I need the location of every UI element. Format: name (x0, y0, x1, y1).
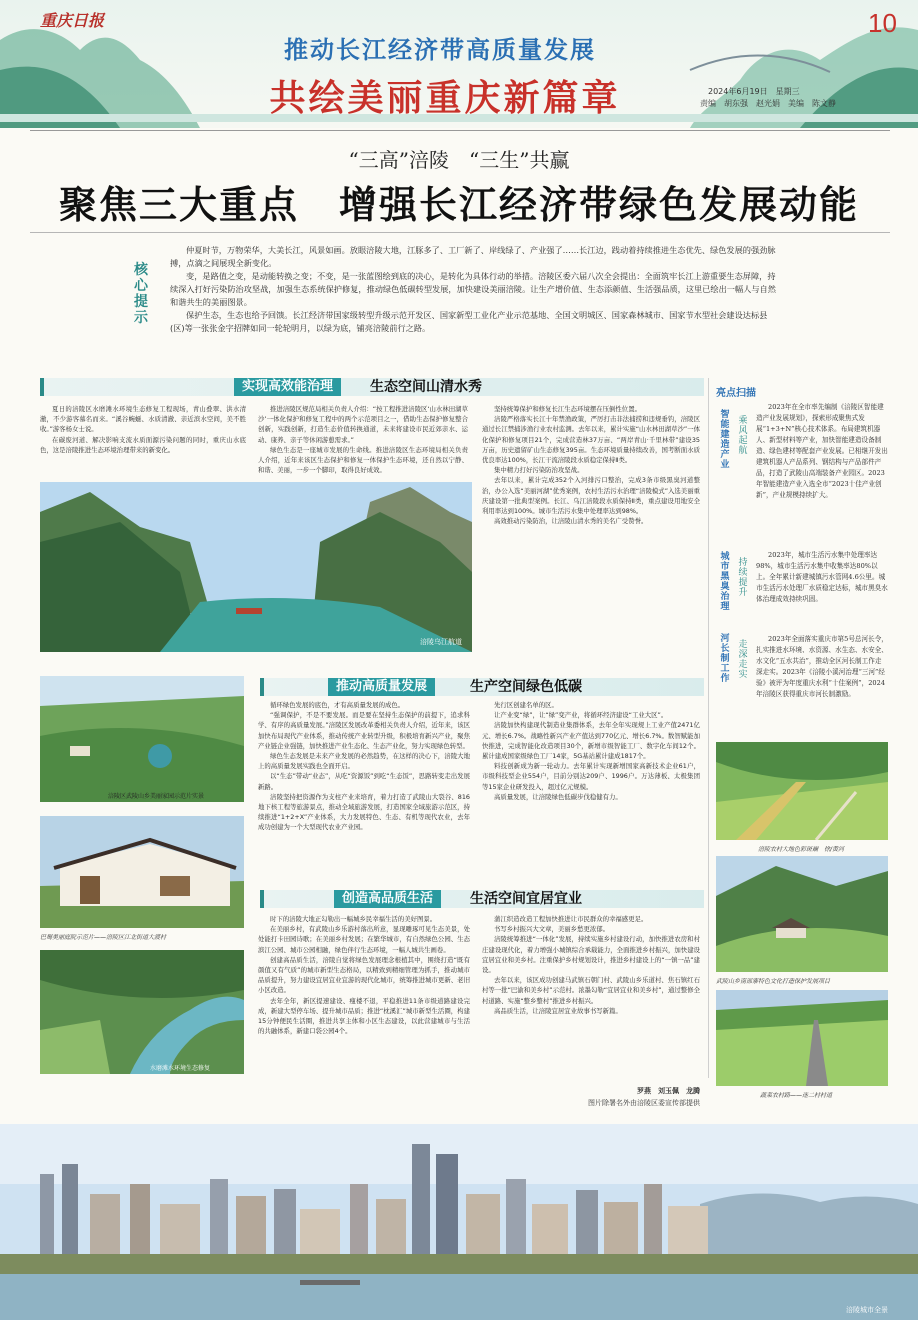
paragraph: 在美丽乡村，有武陵山乡乐游村落出所意，显现雕琢可见生态美景，处处能打卡田园诗歌；在美丽乡村发展；在繁华城市，有自然绿色公园、生态滨江公园、城市公园相融，绿色伴行生态环境，一幅人城共生画卷。 (258, 925, 470, 954)
section1-column-2 (258, 404, 468, 476)
paragraph: 绿色生态发展是未来产业发展的必然趋势，在这样的决心下，涪陵大地上的高质量发展实践也全面开启。 (258, 752, 470, 771)
photo-shuimotan-restoration (40, 950, 244, 1074)
paragraph: 高品质生活，让涪陵宜居宜业故事书写新篇。 (494, 1006, 622, 1015)
paragraph: 以“生态”带动“业态”，从吃“资源饭”到吃“生态饭”，思路转变走出发展新路。 (258, 772, 470, 791)
photo-caption: 武陵山乡南部寨特色文化打造保护发展项目 (716, 978, 831, 985)
paragraph: 涪陵加快构建现代制造业集群体系，去年全年实现规上工业产值2471亿元、增长6.7%。战略性新兴产业产值达到770亿元、增长6.7%。数智赋能加快推进，完成智能化改造项目30个，新增市级智能工厂、数字化车间12个。累计建成国家级绿色工厂14家，5G基站累计建成1817个。 (482, 721, 700, 761)
photo-caption: 涪陵乌江航道 (420, 638, 462, 646)
paragraph: 坚持统筹保护和修复长江生态环境摆在压倒性位置。 (494, 405, 641, 413)
photo-caption: 巴蜀美丽庭院示范片——涪陵区江北街道大渡村 (40, 934, 167, 941)
paragraph: 涪陵坚持把资源作为支柱产业来培育，着力打造了武陵山大裂谷、816地下核工程等旅游景点，推动全域旅游发展，打造国家全域旅游示范区，持续推进“1+2+X”产业体系，大力发展特色、生态、有机等现代农业，去年成功创建为一个大型现代农业产业园。 (258, 792, 470, 832)
sidebar-divider (708, 378, 709, 1078)
section3-column-1 (258, 914, 470, 1096)
sidebar-heading-text: 亮点扫描 (716, 388, 756, 399)
city-skyline-panorama (0, 1124, 918, 1320)
theme-line-1: 推动长江经济带高质量发展 (284, 36, 596, 64)
photo-wujiang-gorge (40, 482, 472, 652)
sidebar-heading (716, 381, 886, 399)
sidebar-item-text (756, 550, 888, 630)
photo-caption: 涪陵城市全景 (846, 1306, 888, 1314)
paragraph: 在碳废河道、解决影响支流水质面源污染问题的同时，重庆山水底色，这是涪陵推进生态环境治理带来的新变化。 (40, 435, 246, 454)
photo-fields (716, 742, 888, 840)
paragraph: 去年以来，该区成功创建马武镇石朝门村、武陵山乡乐道村、焦石镇红石村等一批“巴渝和美乡村”示范村。浓墨勾勒“宜居宜业和美乡村”，通过整修全村道路、实施“整乡整村”推进乡村振兴。 (482, 976, 700, 1005)
paragraph: “强调保护，不是不要发展。而是要在坚持生态保护的前提下，追求科学、有序的高质量发展。”涪陵区发展改革委相关负责人介绍，近年来，该区加快布局现代产业体系，推动传统产业转型升级，积极培育新兴产业，聚焦产业链企业强链，加快推进产业生态化、生态产业化，努力实现绿色转型。 (258, 711, 470, 750)
section-banner-3 (260, 890, 704, 908)
editors-credit: 责编 胡东强 赵光娟 美编 陈文静 (700, 99, 836, 108)
paragraph: 创建高品质生活，涪陵自觉将绿色发展理念根植其中，围绕打造“既有颜值又有气质”的城市新型生态格局，以精致到精细管理为抓手，推动城市品质提升，努力建设宜居宜业宜游的现代化城市，统筹推进城市更新、老旧小区改造。 (258, 955, 470, 995)
paragraph: 高质量发展，让涪陵绿色低碳步伐稳健有力。 (494, 792, 622, 801)
section-keyword: 实现高效能治理 (234, 378, 341, 396)
paragraph: 集中精力打好污染防治攻坚战。 (494, 466, 584, 475)
article-subtitle: “三高”涪陵 “三生”共赢 (348, 148, 570, 172)
section-keyword: 推动高质量发展 (328, 678, 435, 696)
core-prompt-label: 核心提示 (134, 262, 148, 326)
core-paragraph: 变，是路值之变，是动能转换之变；不变，是一张蓝图绘到底的决心，是转化为具体行动的举措。涪陵区委六届八次全会提出：全面筑牢长江上游重要生态屏障，持续深入打好污染防治攻坚战，加强生态系统保护修复，推动绿色低碳转型发展，加快建设美丽涪陵。让生产增价值、生态添颜值、生活强品质，这里已绘出一幅人与自然和谐共生的美丽图景。 (170, 271, 776, 307)
sidebar-tag: 智能建造产业 (720, 410, 730, 470)
section2-column-2 (482, 700, 700, 900)
paragraph: 2023年在全市率先编制《涪陵区智能建造产业发展规划》，探索形成聚焦式发展“1+3+N”核心技术体系。布局建筑机器人、新型材料等产业，加快智能建造设备制造、绿色建材等配套产业发展。已相继开发出建筑机器人产品系列、钢结构与产品部件产品，打造了武陵山高端装备产业园区。2023年智能建造产业入选全市“2023十佳产业创新”，产业规模持续扩大。 (756, 403, 888, 499)
issue-date: 2024年6月19日 星期三 (708, 87, 800, 96)
photo-mountain-village (716, 856, 888, 972)
photo-credit: 图片除署名外由涪陵区委宣传部提供 (588, 1099, 700, 1107)
section-title: 生态空间山清水秀 (370, 379, 482, 395)
paragraph: 2023年，城市生活污水集中处理率达98%，城市生活污水集中收集率达80%以上。全年累计新建城镇污水管网4.6公里。城市生活污水处理厂水质稳定达标，城市黑臭水体治理成效持续巩固。 (756, 551, 888, 603)
newspaper-name: 重庆日报 (40, 11, 105, 30)
paragraph: 推进涪陵区规范局相关负责人介绍：“按工程推进涪陵区‘山水林田湖草沙’一体化保护和修复工程中的两个示范项目之一，借助生态保护修复整合创新，实践创新，打造生态价值转换通道，未来将建设市民近郊亲水、运动、康养、亲子等休闲游憩需求。” (258, 405, 468, 444)
section-title: 生活空间宜居宜业 (470, 891, 582, 907)
photo-country-road (716, 990, 888, 1086)
page-header (0, 0, 918, 128)
section-banner-2 (260, 678, 704, 696)
paragraph: 高效推动污染防治，让涪陵山清水秀的美名广受赞誉。 (494, 517, 648, 526)
sidebar-tag: 河长制工作 (720, 634, 730, 684)
section-title: 生产空间绿色低碳 (470, 679, 582, 695)
core-paragraph: 保护生态，生态也给予回馈。长江经济带国家级转型升级示范开发区、国家新型工业化产业示范基地、全国文明城区、国家森林城市、国家节水型社会建设达标县(区)等一张张金字招牌如同一轮轮明月，以绿为底，铺亮涪陵前行之路。 (170, 310, 768, 333)
paragraph: 循环绿色发展的底色，才有高质量发展的成色。 (270, 701, 405, 709)
core-prompt-text (170, 244, 778, 335)
byline: 罗燕 刘玉佩 龙腾 (637, 1087, 700, 1095)
paragraph: 蒲江织造改造工程加快推进让市民群众的幸福感更足。 (494, 915, 648, 923)
paragraph: 夏日的涪陵区水磨滩水环境生态修复工程现场，青山叠翠、洪水清澈，不少游客慕名而来。“溪谷蜿蜒、水质清澈、亲近滨水空间，美不胜收。”游客杨女士说。 (40, 405, 246, 434)
sidebar-item-text (756, 634, 888, 734)
paragraph: 绿色生态是一座城市发展的生命线。推进涪陵区生态环境局相关负责人介绍，近年来该区生态保护和修复一体保护生态环境，还自然以宁静、和谐、美丽，一步一个脚印，取得良好成效。 (258, 445, 468, 475)
photo-caption: 涪陵区武陵山乡美丽家园示范片实景 (108, 793, 205, 800)
section-banner-1 (40, 378, 704, 396)
section-keyword: 创造高品质生活 (334, 890, 441, 908)
sidebar-subtag: 持续提升 (738, 558, 748, 598)
paragraph: 先行区创建名单的区。 (494, 701, 558, 709)
photo-caption: 涪陵农村大地色彩斑斓 徐/黄河 (758, 846, 845, 853)
sidebar-subtag: 乘风起航 (738, 416, 748, 456)
core-paragraph: 仲夏时节，万物荣华，大美长江，风景如画。放眼涪陵大地，江豚多了、工厂新了、岸线绿了、产业强了……长江边，践动着持续推进生态优先、绿色发展的强劲脉搏，点滴之间展现全新变化。 (170, 245, 776, 268)
section1-column-1 (40, 404, 246, 476)
paragraph: 2023年全面落实重庆市第5号总河长令，扎实推进水环境、水资源、水生态、水安全、水文化“五水共治”，推动全区河长制工作走深走实。2023年《涪陵小溪河治理“三河”经验》被评为年度重庆水利“十佳案例”，2024年涪陵区获得重庆市河长制激励。 (756, 635, 888, 698)
article-title: 聚焦三大重点 增强长江经济带绿色发展动能 (58, 182, 859, 227)
paragraph: 涪陵严格落实长江十年禁渔政策，严厉打击非法捕捞和违规垂钓，涪陵区通过长江禁捕涉渔行业农村监测。去年以来，累计实施“山水林田湖草沙”一体化保护和修复项目21个，完成营造林37万亩、“两岸青山·千里林带”建设35万亩，历史遗留矿山生态修复395亩。生态环境质量持续改善，国考断面水质优良率达100%，长江干流涪陵段水质稳定保持Ⅱ类。 (482, 415, 700, 465)
page-number: 10 (868, 8, 897, 38)
photo-dadu-village (40, 816, 244, 928)
photo-wulingshan-village (40, 676, 244, 802)
paragraph: 去年全年，新区提速建设、瘦楼不退，平稳推进11条市级道路建设完成，新建大型停车场、提升城市品质；推进“枕溪汇”城市新型生活圈，构建15分钟便民生活圈，推进共享主体和小区生态建设，以此营建城市与生活的共融体系，新建口袋公园4个。 (258, 996, 470, 1036)
paragraph: 时下的涪陵大地正勾勒出一幅城乡民幸福生活的美好图景。 (270, 915, 437, 923)
paragraph: 涪陵统筹推进“一体化”发展，持续实施乡村建设行动，加快推进农房和村庄建设现代化，着力增强小城镇综合承载能力，全面推进乡村振兴，加快建设宜居宜业和美乡村。注重保护乡村规划设计，推进乡村建设上的“一镇一品”建设。 (482, 935, 700, 975)
theme-line-2: 共绘美丽重庆新篇章 (269, 77, 621, 119)
section2-column-1 (258, 700, 470, 900)
section3-column-2 (482, 914, 700, 1084)
divider (30, 130, 890, 131)
sidebar-tag: 城市黑臭治理 (720, 552, 730, 612)
paragraph: 让产业变“绿”，让“绿”变产业，将循环经济建设“工业大区”。 (494, 711, 668, 720)
photo-caption: 水磨滩水环境生态修复 (150, 1065, 211, 1072)
paragraph: 去年以来，累计完成352个入河排污口整治，完成3条市级黑臭河道整治，办公入选“美丽河湖”优秀案例，农村生活污水治理“涪陵模式”入选美丽重庆建设第一批典型案例。长江、乌江涪陵段水质保持Ⅱ类，重点建设用地安全利用率达到100%。城市生活污水集中处理率达到98%。 (482, 476, 700, 516)
paragraph: 料技创新成为新一轮动力。去年累计实现新增国家高新技术企业61户，市级科技型企业554户，目前分别达209户、1996户。万达薄板、太极集团等15家企业研发投入，超过亿元规模。 (482, 762, 700, 791)
paragraph: 书写乡村振兴大文章，美丽乡愁更浓郁。 (494, 925, 610, 934)
divider (30, 232, 890, 233)
photo-caption: 蔬菜农村路——迷二村村道 (760, 1092, 833, 1099)
sidebar-subtag: 走深走实 (738, 640, 748, 680)
sidebar-item-text (756, 402, 888, 552)
section1-column-3 (482, 404, 700, 640)
